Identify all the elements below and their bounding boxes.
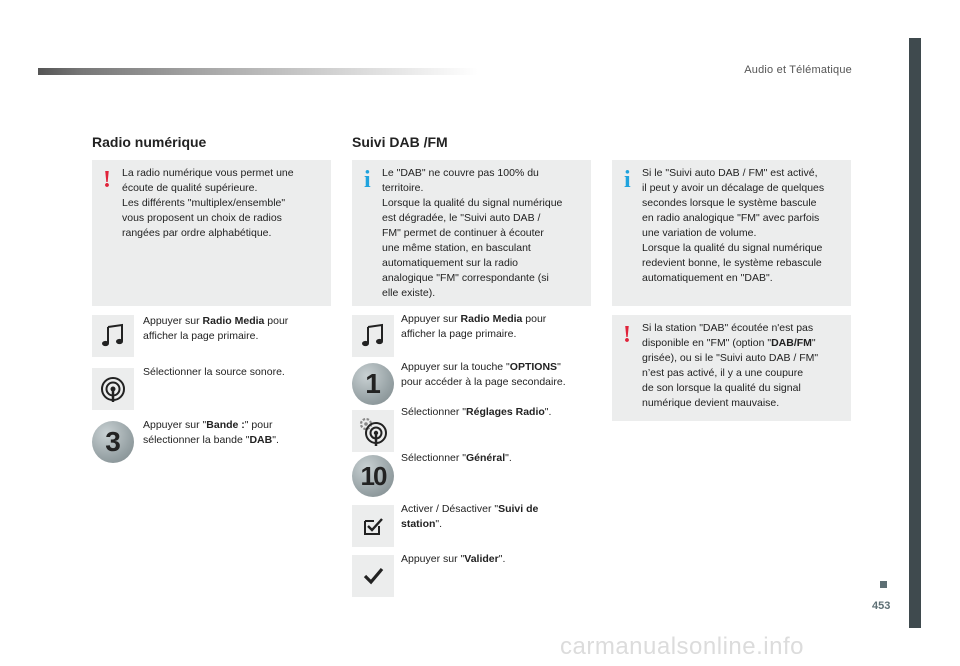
header-gradient-bar	[38, 68, 478, 75]
checkmark-icon	[352, 555, 394, 597]
section-title-radio-numerique: Radio numérique	[92, 134, 207, 150]
step-valider: Appuyer sur "Valider".	[401, 553, 506, 565]
warning-note-text: La radio numérique vous permet une écoute de qualité supérieure. Les différents "multiplex/ensemble" vous proposent un choix de radios rangées par ordre alphabétique.	[122, 167, 294, 239]
step-select-band: Appuyer sur "Bande :" pour sélectionner la bande "DAB".	[143, 419, 279, 446]
step-badge-3: 3	[92, 421, 134, 463]
step-radio-media-right: Appuyer sur Radio Media pour afficher la page primaire.	[401, 313, 547, 340]
info-note-text: Le "DAB" ne couvre pas 100% du territoire. Lorsque la qualité du signal numérique est dégradée, le "Suivi auto DAB / FM" permet de continuer à écouter une même station, en basculant automatiquement sur la radio analogique "FM" correspondante (si elle existe).	[382, 167, 563, 299]
step-select-source: Sélectionner la source sonore.	[143, 366, 285, 378]
page-marker	[880, 581, 887, 588]
warning-icon: !	[623, 322, 631, 348]
header-title: Audio et Télématique	[744, 64, 852, 76]
music-note-icon	[92, 315, 134, 357]
warning-icon: !	[103, 167, 111, 193]
checkbox-icon	[352, 505, 394, 547]
warning-note-text: Si la station "DAB" écoutée n'est pas disponible en "FM" (option "DAB/FM" grisée), ou si le "Suivi auto DAB / FM" n’est pas activé, il y a une coupure de son lorsque la qualité du signal numérique devient mauvaise.	[642, 322, 819, 409]
section-title-suivi-dab: Suivi DAB /FM	[352, 134, 448, 150]
step-radio-media-left: Appuyer sur Radio Media pour afficher la page primaire.	[143, 315, 289, 342]
step-general: Sélectionner "Général".	[401, 452, 512, 464]
info-icon: i	[364, 167, 371, 193]
step-reglages-radio: Sélectionner "Réglages Radio".	[401, 406, 552, 418]
step-options: Appuyer sur la touche "OPTIONS" pour accéder à la page secondaire.	[401, 361, 566, 388]
watermark: carmanualsonline.info	[560, 633, 804, 660]
info-icon: i	[624, 167, 631, 193]
info-note-text: Si le "Suivi auto DAB / FM" est activé, il peut y avoir un décalage de quelques secondes lorsque le système bascule en radio analogique "FM" avec parfois une variation de volume. Lorsque la qualité du signal numérique redevient bonne, le système rebascule automatiquement en "DAB".	[642, 167, 825, 284]
info-note-dab-switch	[612, 160, 851, 306]
settings-radio-icon	[352, 410, 394, 452]
warning-note-dab-fm	[612, 315, 851, 421]
info-note-dab-coverage	[352, 160, 591, 306]
radio-signal-icon	[92, 368, 134, 410]
step-suivi-station: Activer / Désactiver "Suivi de station".	[401, 503, 539, 530]
warning-note-radio	[92, 160, 331, 306]
page-number: 453	[872, 600, 891, 612]
step-badge-10: 10	[352, 455, 394, 497]
sidebar-strip	[909, 38, 921, 628]
step-badge-1: 1	[352, 363, 394, 405]
music-note-icon	[352, 315, 394, 357]
